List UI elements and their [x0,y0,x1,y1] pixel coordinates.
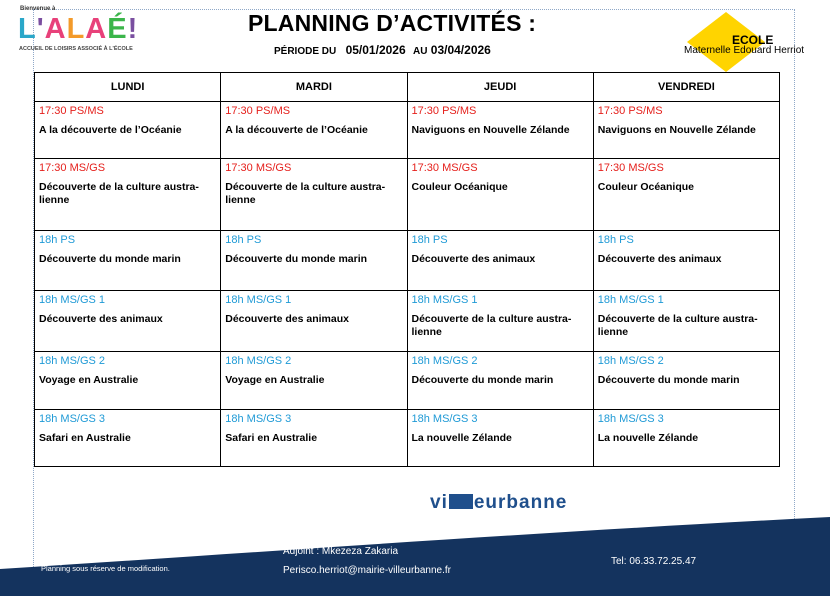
activity-name: La nouvelle Zélande [597,432,699,444]
table-row [35,410,780,467]
session-time: 18h MS/GS 3 [597,413,664,425]
activity-cell [593,159,779,231]
activity-cell [221,291,407,352]
table-row [35,231,780,291]
logo-letter: L [18,13,37,45]
activity-cell [221,159,407,231]
session-time: 18h MS/GS 3 [39,413,106,425]
session-time: 18h MS/GS 2 [597,355,664,367]
contact-email[interactable]: Perisco.herriot@mairie-villeurbanne.fr [283,565,451,576]
villeurbanne-left: vi [430,492,448,513]
activity-name: Découverte de la culture austra-lienne [225,181,386,206]
activity-name: Safari en Australie [39,432,131,444]
session-time: 18h MS/GS 1 [225,294,292,306]
activity-name: Voyage en Australie [225,374,325,386]
activity-cell [35,159,221,231]
logo-word [18,14,138,44]
activity-name: Découverte des animaux [225,313,349,325]
activity-name: Découverte du monde marin [597,374,740,386]
activity-cell [593,410,779,467]
logo-letter: L [66,13,86,45]
logo-subtitle: ACCUEIL DE LOISIRS ASSOCIÉ À L'ÉCOLE [19,46,133,52]
activity-cell [593,291,779,352]
activity-name: Safari en Australie [225,432,318,444]
period-line [274,43,491,57]
session-time: 18h MS/GS 2 [225,355,292,367]
school-name: Maternelle Edouard Herriot [684,45,805,56]
activity-cell [593,102,779,159]
activity-name: Découverte des animaux [411,253,536,265]
activity-name: Découverte de la culture austra-lienne [39,181,199,206]
period-date-from: 05/01/2026 [345,43,406,57]
school-badge [684,12,805,72]
activity-name: Découverte du monde marin [411,374,554,386]
activity-name: Découverte du monde marin [39,253,181,265]
session-time: 18h MS/GS 1 [411,294,478,306]
session-time: 18h MS/GS 3 [225,413,292,425]
activity-cell [35,102,221,159]
activity-name: A la découverte de l’Océanie [39,124,182,136]
activity-table [34,72,780,467]
session-time: 18h MS/GS 1 [39,294,106,306]
activity-name: Découverte des animaux [39,313,163,325]
activity-cell [593,231,779,291]
school-title: ECOLE [732,33,774,47]
adjoint: Adjoint : Mkezeza Zakaria [283,546,399,557]
activity-name: A la découverte de l’Océanie [225,124,368,136]
coordinator: Coordonnatrice OULGOUGE Carole [283,527,445,538]
table-row [35,159,780,231]
activity-cell [407,291,593,352]
activity-cell [35,231,221,291]
activity-cell [593,352,779,410]
session-time: 17:30 PS/MS [225,105,291,117]
period-date-to: 03/04/2026 [430,43,491,57]
activity-name: Naviguons en Nouvelle Zélande [597,124,756,136]
table-body [35,102,780,467]
footer-banner [0,513,830,596]
period-separator: AU [412,46,428,57]
session-time: 18h MS/GS 2 [411,355,478,367]
session-time: 17:30 PS/MS [411,105,477,117]
activity-name: Couleur Océanique [597,181,695,193]
period-label: PÉRIODE DU [274,46,337,57]
logo-letter: ' [36,13,45,45]
session-time: 17:30 MS/GS [39,162,106,174]
table-row [35,291,780,352]
contact-phone: Tel: 06.33.72.25.47 [611,556,697,567]
session-time: 18h MS/GS 2 [39,355,106,367]
session-time: 18h PS [597,234,634,246]
session-time: 17:30 PS/MS [39,105,104,117]
activity-name: Naviguons en Nouvelle Zélande [411,124,570,136]
activity-cell [35,291,221,352]
day-header-vendredi: VENDREDI [593,73,779,102]
table-row [35,102,780,159]
logo-letter: A [44,13,67,45]
logo-letter: A [85,13,108,45]
day-header-jeudi: JEUDI [407,73,593,102]
activity-cell [221,352,407,410]
villeurbanne-bar [449,494,473,509]
activity-cell [407,410,593,467]
session-time: 17:30 MS/GS [225,162,292,174]
activity-cell [35,410,221,467]
day-header-mardi: MARDI [221,73,407,102]
alae-logo [18,6,148,58]
session-time: 17:30 PS/MS [597,105,663,117]
footer-note: Planning sous réserve de modification. [41,564,170,573]
villeurbanne-logo [430,492,567,514]
session-time: 18h PS [39,234,76,246]
activity-cell [221,231,407,291]
activity-name: Découverte du monde marin [225,253,368,265]
page-title: PLANNING D’ACTIVITÉS : [248,10,537,36]
session-time: 18h PS [225,234,262,246]
logo-letter: ! [127,13,139,45]
logo-welcome: Bienvenue à [20,6,56,12]
activity-cell [407,231,593,291]
activity-name: Découverte de la culture austra-lienne [411,313,572,338]
session-time: 18h PS [411,234,448,246]
activity-cell [407,159,593,231]
session-time: 18h MS/GS 3 [411,413,478,425]
villeurbanne-right: eurbanne [473,492,568,513]
activity-name: Découverte de la culture austra-lienne [597,313,758,338]
activity-cell [407,352,593,410]
logo-letter: É [107,13,128,45]
activity-name: Couleur Océanique [411,181,508,193]
table-header-row [35,73,780,102]
session-time: 17:30 MS/GS [411,162,478,174]
day-header-lundi: LUNDI [35,73,221,102]
activity-cell [221,102,407,159]
activity-cell [35,352,221,410]
session-time: 17:30 MS/GS [597,162,664,174]
table-row [35,352,780,410]
activity-cell [221,410,407,467]
activity-name: La nouvelle Zélande [411,432,512,444]
activity-name: Découverte des animaux [597,253,722,265]
session-time: 18h MS/GS 1 [597,294,664,306]
activity-name: Voyage en Australie [39,374,139,386]
activity-cell [407,102,593,159]
